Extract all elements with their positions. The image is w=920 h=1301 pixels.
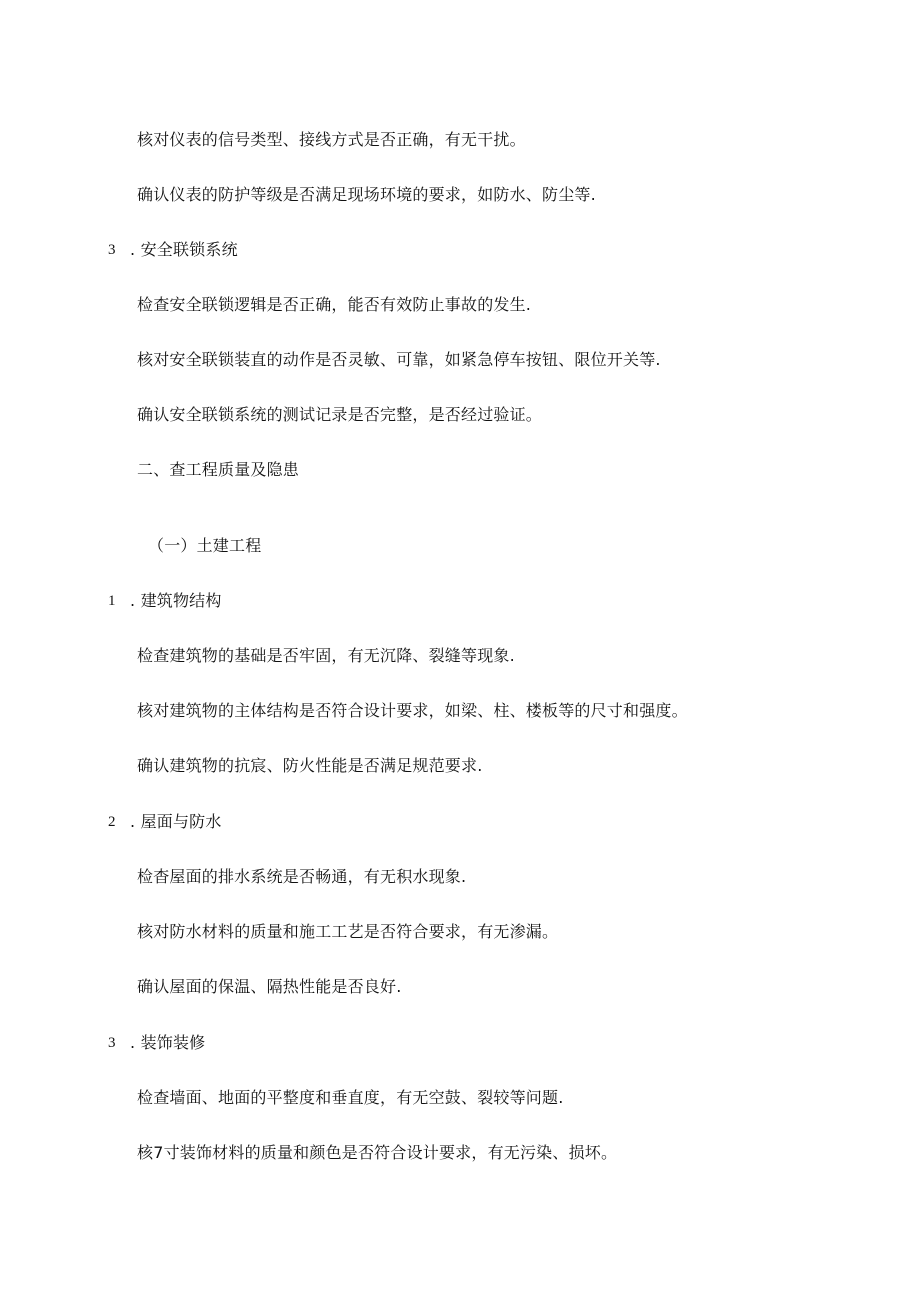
section-heading: . 屋面与防水: [130, 812, 222, 831]
paragraph: 确认屋面的保温、隔热性能是否良好.: [137, 977, 402, 996]
paragraph: 核对建筑物的主体结构是否符合设计要求，如梁、柱、楼板等的尺寸和强度。: [137, 701, 688, 720]
section-heading: . 建筑物结构: [130, 591, 222, 610]
paragraph: 确认安全联锁系统的测试记录是否完整，是否经过验证。: [137, 405, 543, 424]
paragraph: 检杳屋面的排水系统是否畅通，有无积水现象.: [137, 867, 467, 886]
paragraph: 检查墙面、地面的平整度和垂直度，有无空鼓、裂较等问题.: [137, 1088, 564, 1107]
paragraph: 检查建筑物的基础是否牢固，有无沉降、裂缝等现象.: [137, 646, 515, 665]
subchapter-heading: （一）土建工程: [148, 536, 262, 555]
section-heading: . 装饰装修: [130, 1033, 206, 1052]
section-number: 3: [108, 242, 116, 258]
paragraph: 检查安全联锁逻辑是否正确，能否有效防止事故的发生.: [137, 295, 532, 314]
paragraph: 确认建筑物的抗宸、防火性能是否满足规范要求.: [137, 756, 483, 775]
paragraph: 核对安全联锁装直的动作是否灵敏、可靠，如紧急停车按钮、限位开关等.: [137, 350, 661, 369]
paragraph: 核对仪表的信号类型、接线方式是否正确，有无干扰。: [137, 130, 526, 149]
paragraph: 核7寸装饰材料的质量和颜色是否符合设计要求，有无污染、损坏。: [137, 1143, 618, 1162]
section-number: 1: [108, 593, 116, 609]
chapter-heading: 二、查工程质量及隐患: [137, 460, 300, 479]
paragraph: 核对防水材料的质量和施工工艺是否符合要求，有无渗漏。: [137, 922, 559, 941]
paragraph: 确认仪表的防护等级是否满足现场环境的要求，如防水、防尘等.: [137, 185, 596, 204]
section-heading: . 安全联锁系统: [130, 240, 238, 259]
section-number: 3: [108, 1035, 116, 1051]
section-number: 2: [108, 814, 116, 830]
